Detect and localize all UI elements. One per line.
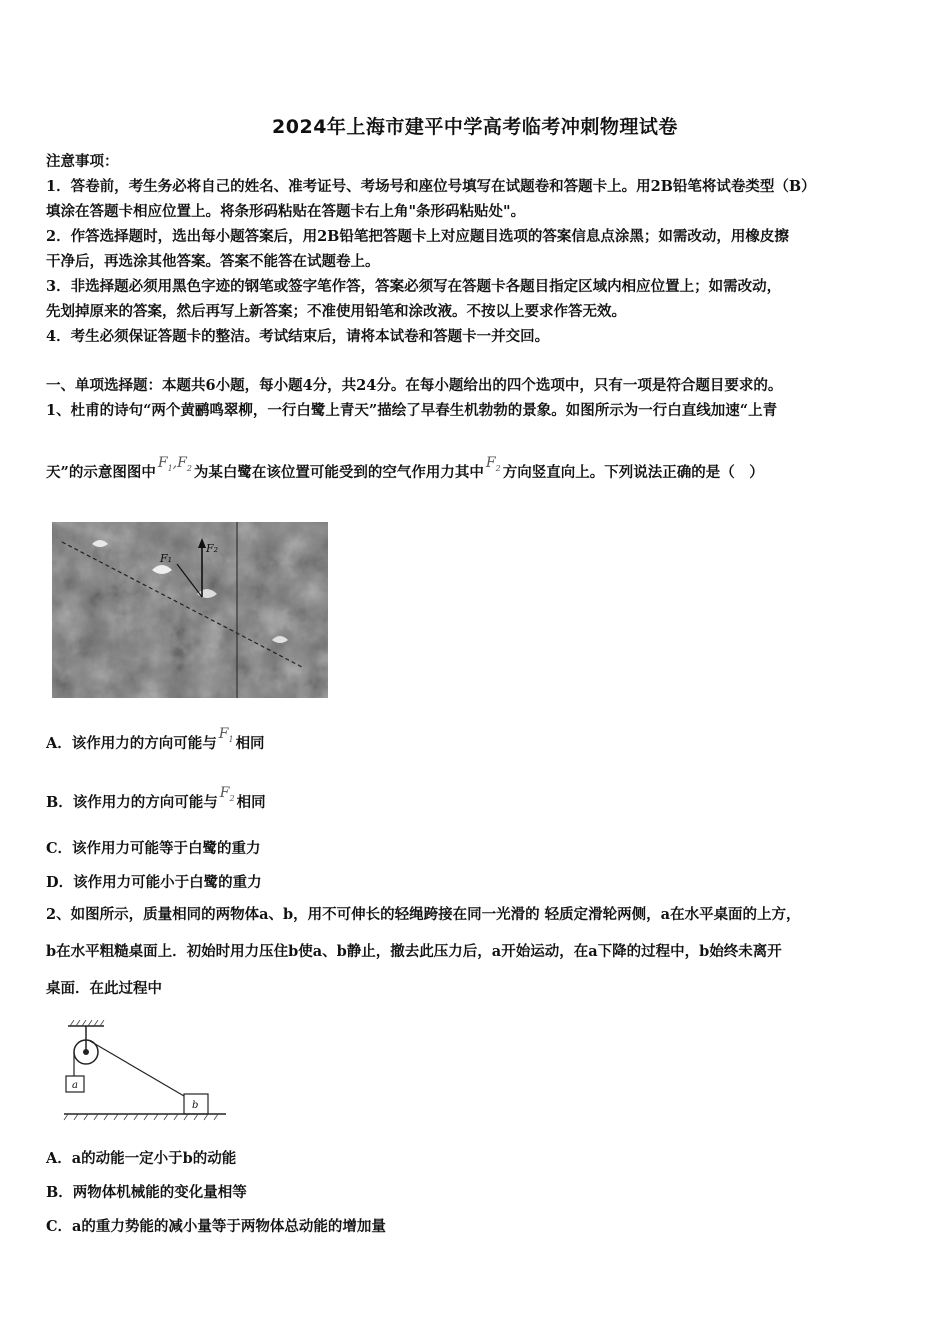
q1-text: 天”的示意图图中 <box>46 464 156 481</box>
notice-line: 2．作答选择题时，选出每小题答案后，用2B铅笔把答题卡上对应题目选项的答案信息点涂黑；如需改动，用橡皮擦 <box>46 228 789 245</box>
q1-text: 方向竖直向上。下列说法正确的是（ ） <box>502 464 764 481</box>
notice-line: 干净后，再选涂其他答案。答案不能答在试题卷上。 <box>46 253 380 270</box>
notice-line: 先划掉原来的答案，然后再写上新答案；不准使用铅笔和涂改液。不按以上要求作答无效。 <box>46 303 626 320</box>
egret-figure <box>52 522 328 698</box>
f1-symbol: $F_1,F_2$ <box>157 455 192 473</box>
notice-heading: 注意事项： <box>46 153 119 170</box>
q1-option-d[interactable]: D．该作用力可能小于白鹭的重力 <box>46 874 262 891</box>
pulley-axle <box>83 1049 89 1055</box>
ceiling-hatch <box>70 1020 104 1026</box>
f2-symbol: $F_2$ <box>219 785 235 803</box>
q2-stem-line: 桌面．在此过程中 <box>46 980 162 997</box>
notice-line: 4．考生必须保证答题卡的整洁。考试结束后，请将本试卷和答题卡一并交回。 <box>46 328 550 345</box>
notice-line: 填涂在答题卡相应位置上。将条形码粘贴在答题卡右上角"条形码粘贴处"。 <box>46 203 526 220</box>
notice-line: 3．非选择题必须用黑色字迹的钢笔或签字笔作答，答案必须写在答题卡各题目指定区域内相应位置上；如需改动， <box>46 278 782 295</box>
notice-line: 1．答卷前，考生务必将自己的姓名、准考证号、考场号和座位号填写在试题卷和答题卡上。用2B铅笔将试卷类型（B） <box>46 178 816 195</box>
fig-label-f2: F₂ <box>206 542 219 555</box>
q1-stem-line <box>46 455 916 489</box>
q2-option-b[interactable]: B．两物体机械能的变化量相等 <box>46 1184 247 1201</box>
q2-stem-line: b在水平粗糙桌面上．初始时用力压住b使a、b静止，撤去此压力后，a开始运动，在a下降的过程中，b始终未离开 <box>46 943 782 960</box>
q1-stem-line: 1、杜甫的诗句“两个黄鹂鸣翠柳，一行白鹭上青天”描绘了早春生机勃勃的景象。如图所示为一行白直线加速“上青 <box>46 402 778 419</box>
q1-option-c[interactable]: C．该作用力可能等于白鹭的重力 <box>46 840 261 857</box>
block-a-label: a <box>72 1080 78 1091</box>
q2-option-c[interactable]: C．a的重力势能的减小量等于两物体总动能的增加量 <box>46 1218 386 1235</box>
f1-symbol: $F_1$ <box>218 726 234 744</box>
q2-stem-line: 2、如图所示，质量相同的两物体a、b，用不可伸长的轻绳跨接在同一光滑的 轻质定滑轮两侧，a在水平桌面的上方， <box>46 906 801 923</box>
table-hatch <box>64 1114 218 1120</box>
block-b-label: b <box>192 1100 199 1111</box>
f2-symbol: $F_2$ <box>485 455 501 473</box>
rope-to-b <box>90 1041 184 1096</box>
q1-text: 为某白鹭在该位置可能受到的空气作用力其中 <box>193 464 484 481</box>
page-title: 2024年上海市建平中学高考临考冲刺物理试卷 <box>272 116 678 138</box>
q1-option-a[interactable]: A．该作用力的方向可能与$F_1$ 相同 <box>46 726 265 752</box>
fig-label-f1: F₁ <box>160 552 173 565</box>
q1-option-b[interactable]: B．该作用力的方向可能与$F_2$ 相同 <box>46 785 266 811</box>
q2-option-a[interactable]: A．a的动能一定小于b的动能 <box>46 1150 237 1167</box>
section-heading: 一、单项选择题：本题共6小题，每小题4分，共24分。在每小题给出的四个选项中，只有一项是符合题目要求的。 <box>46 377 783 394</box>
pulley-figure <box>60 1020 230 1126</box>
